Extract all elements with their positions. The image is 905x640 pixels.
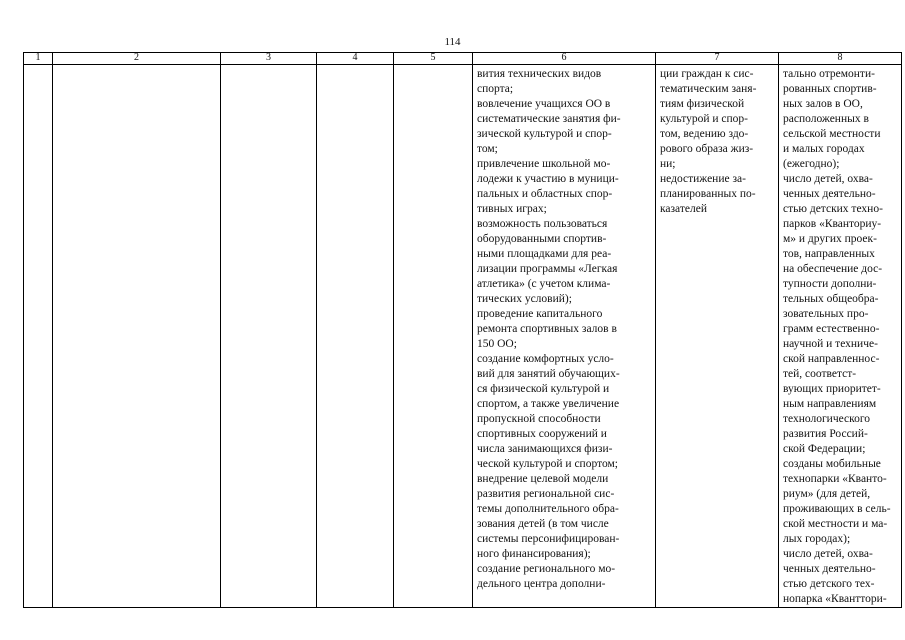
- cell-col-4: [317, 65, 394, 608]
- cell-col-2: [53, 65, 221, 608]
- page-number: 114: [444, 36, 461, 48]
- table-row: [24, 65, 902, 608]
- cell-col-6-text: вития технических видов спорта; вовлечение учащихся ОО в систематические занятия фи- зической культурой и спор- том; привлечение школьной мо- лодежи к участию в муници- пальных и областных спор- тивных играх; возможность пользоваться оборудованными спортив- ными площадками для реа- лизации программы «Легкая атлетика» (с учетом клима- тических условий); проведение капитального ремонта спортивных залов в 150 ОО; создание комфортных усло- вий для занятий обучающих- ся физической культурой и спортом, а также увеличение пропускной способности спортивных сооружений и числа занимающихся физи- ческой культурой и спортом; внедрение целевой модели развития региональной сис- темы дополнительного обра- зования детей (в том числе системы персонифицирован- ного финансирования); создание регионального мо- дельного центра дополни-: [477, 68, 621, 590]
- column-number-8: 8: [779, 53, 902, 65]
- document-table: [23, 52, 902, 608]
- column-number-5: 5: [394, 53, 473, 65]
- column-number-7: 7: [656, 53, 779, 65]
- cell-col-8-text: тально отремонти- рованных спортив- ных залов в ОО, расположенных в сельской местности и малых городах (ежегодно); число детей, охва- ченных деятельно- стью детских техно- парков «Кванториу- м» и других проек- тов, направленных на обеспечение дос- тупности дополни- тельных общеобра- зовательных про- грамм естественно- научной и техниче- ской направленнос- тей, соответст- вующих приоритет- ным направлениям технологического развития Россий- ской Федерации; созданы мобильные технопарки «Кванто- риум» (для детей, проживающих в сель- ской местности и ма- лых городах); число детей, охва- ченных деятельно- стью детского тех- нопарка «Кванттори-: [783, 68, 891, 605]
- cell-col-6: [473, 65, 656, 608]
- cell-col-5: [394, 65, 473, 608]
- column-number-1: 1: [24, 53, 53, 65]
- cell-col-8: [779, 65, 902, 608]
- cell-col-7: [656, 65, 779, 608]
- cell-col-3: [221, 65, 317, 608]
- table-header-row: [24, 53, 902, 65]
- column-number-2: 2: [53, 53, 221, 65]
- column-number-3: 3: [221, 53, 317, 65]
- cell-col-1: [24, 65, 53, 608]
- cell-col-7-text: ции граждан к сис- тематическим заня- тиям физической культурой и спор- том, ведению здо- рового образа жиз- ни; недостижение за- планированных по- казателей: [660, 68, 757, 215]
- column-number-6: 6: [473, 53, 656, 65]
- column-number-4: 4: [317, 53, 394, 65]
